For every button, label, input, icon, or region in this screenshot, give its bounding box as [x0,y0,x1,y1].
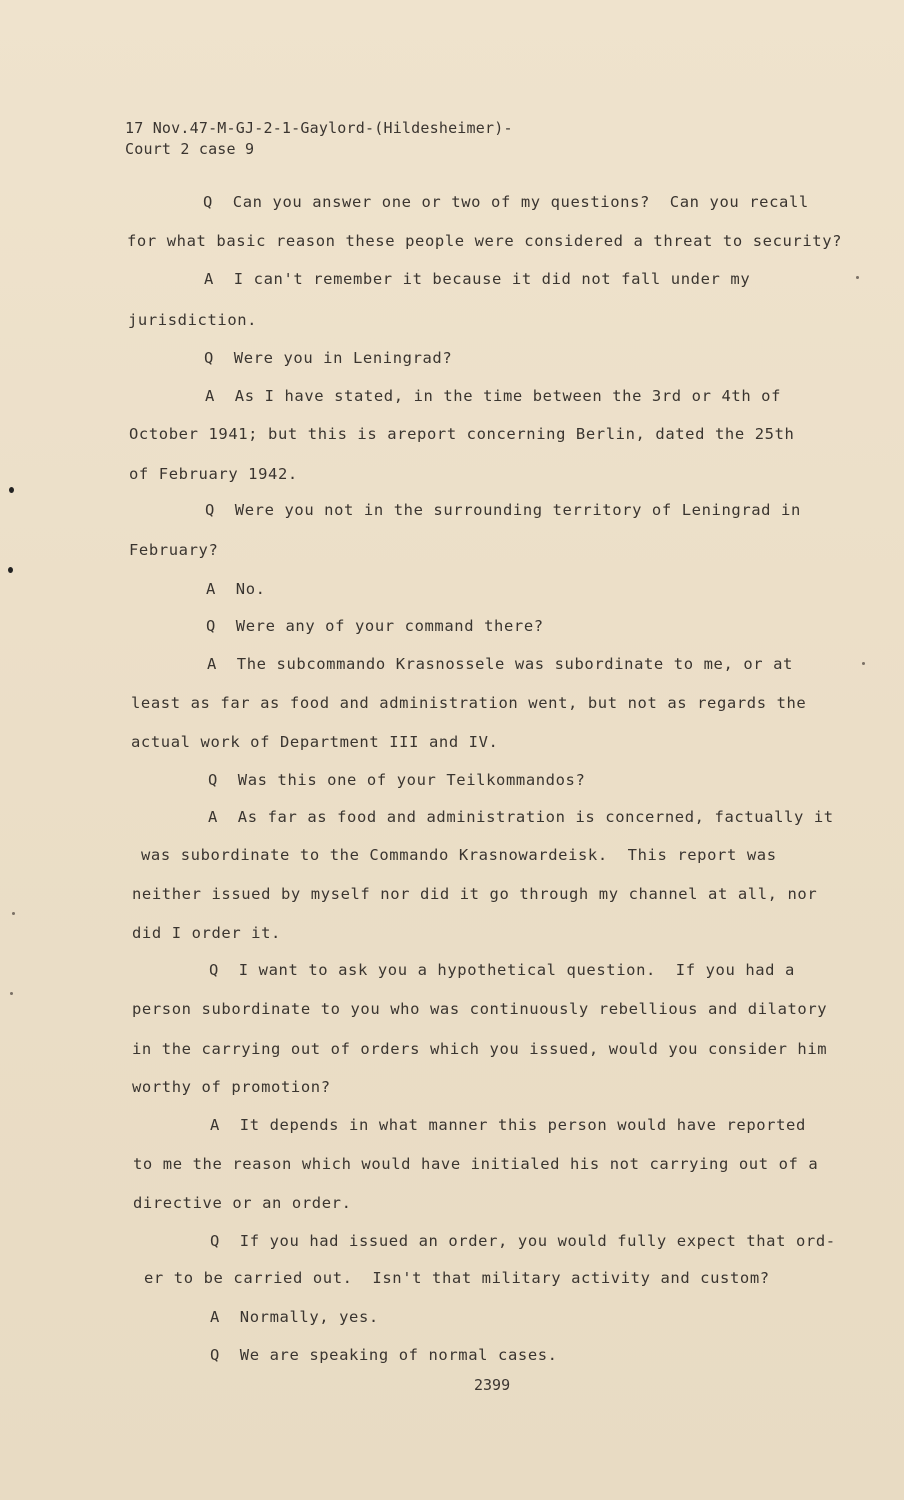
transcript-line: A It depends in what manner this person would have reported [210,1116,806,1134]
transcript-line: did I order it. [132,924,281,942]
document-header [125,118,513,160]
transcript-line: A I can't remember it because it did not fall under my [204,270,751,288]
margin-mark [10,992,13,995]
margin-mark [8,567,13,573]
transcript-line: A Normally, yes. [210,1308,379,1326]
transcript-line: Q We are speaking of normal cases. [210,1346,558,1364]
transcript-line: least as far as food and administration went, but not as regards the [131,694,807,712]
transcript-line: er to be carried out. Isn't that military activity and custom? [144,1269,770,1287]
transcript-line: directive or an order. [133,1194,352,1212]
transcript-line: actual work of Department III and IV. [131,733,499,751]
margin-mark [12,912,15,915]
transcript-line: Q Can you answer one or two of my questions? Can you recall [203,193,809,211]
transcript-line: October 1941; but this is areport concerning Berlin, dated the 25th [129,425,795,443]
transcript-line: A The subcommando Krasnossele was subordinate to me, or at [207,655,793,673]
transcript-line: A As far as food and administration is concerned, factually it [208,808,834,826]
transcript-line: person subordinate to you who was continuously rebellious and dilatory [132,1000,828,1018]
transcript-line: A As I have stated, in the time between the 3rd or 4th of [205,387,782,405]
transcript-line: Q Were you not in the surrounding territory of Leningrad in [205,501,801,519]
page-number: 2399 [474,1376,511,1394]
header-reference-line: 17 Nov.47-M-GJ-2-1-Gaylord-(Hildesheimer)- [125,119,513,137]
transcript-line: jurisdiction. [128,311,258,329]
transcript-line: to me the reason which would have initialed his not carrying out of a [133,1155,819,1173]
transcript-line: Q Were any of your command there? [206,617,544,635]
transcript-line: A No. [206,580,266,598]
header-court-line: Court 2 case 9 [125,140,255,158]
margin-mark [856,276,859,279]
transcript-line: neither issued by myself nor did it go through my channel at all, nor [132,885,818,903]
transcript-line: February? [129,541,219,559]
margin-mark [862,662,865,665]
transcript-line: worthy of promotion? [132,1078,331,1096]
transcript-line: Q I want to ask you a hypothetical question. If you had a [209,961,795,979]
transcript-line: in the carrying out of orders which you issued, would you consider him [132,1040,828,1058]
margin-mark [9,487,14,493]
transcript-line: Q Were you in Leningrad? [204,349,453,367]
transcript-line: Q If you had issued an order, you would fully expect that ord- [210,1232,836,1250]
transcript-line: for what basic reason these people were considered a threat to security? [127,232,843,250]
transcript-line: Q Was this one of your Teilkommandos? [208,771,586,789]
transcript-line: was subordinate to the Commando Krasnowardeisk. This report was [141,846,777,864]
transcript-line: of February 1942. [129,465,298,483]
